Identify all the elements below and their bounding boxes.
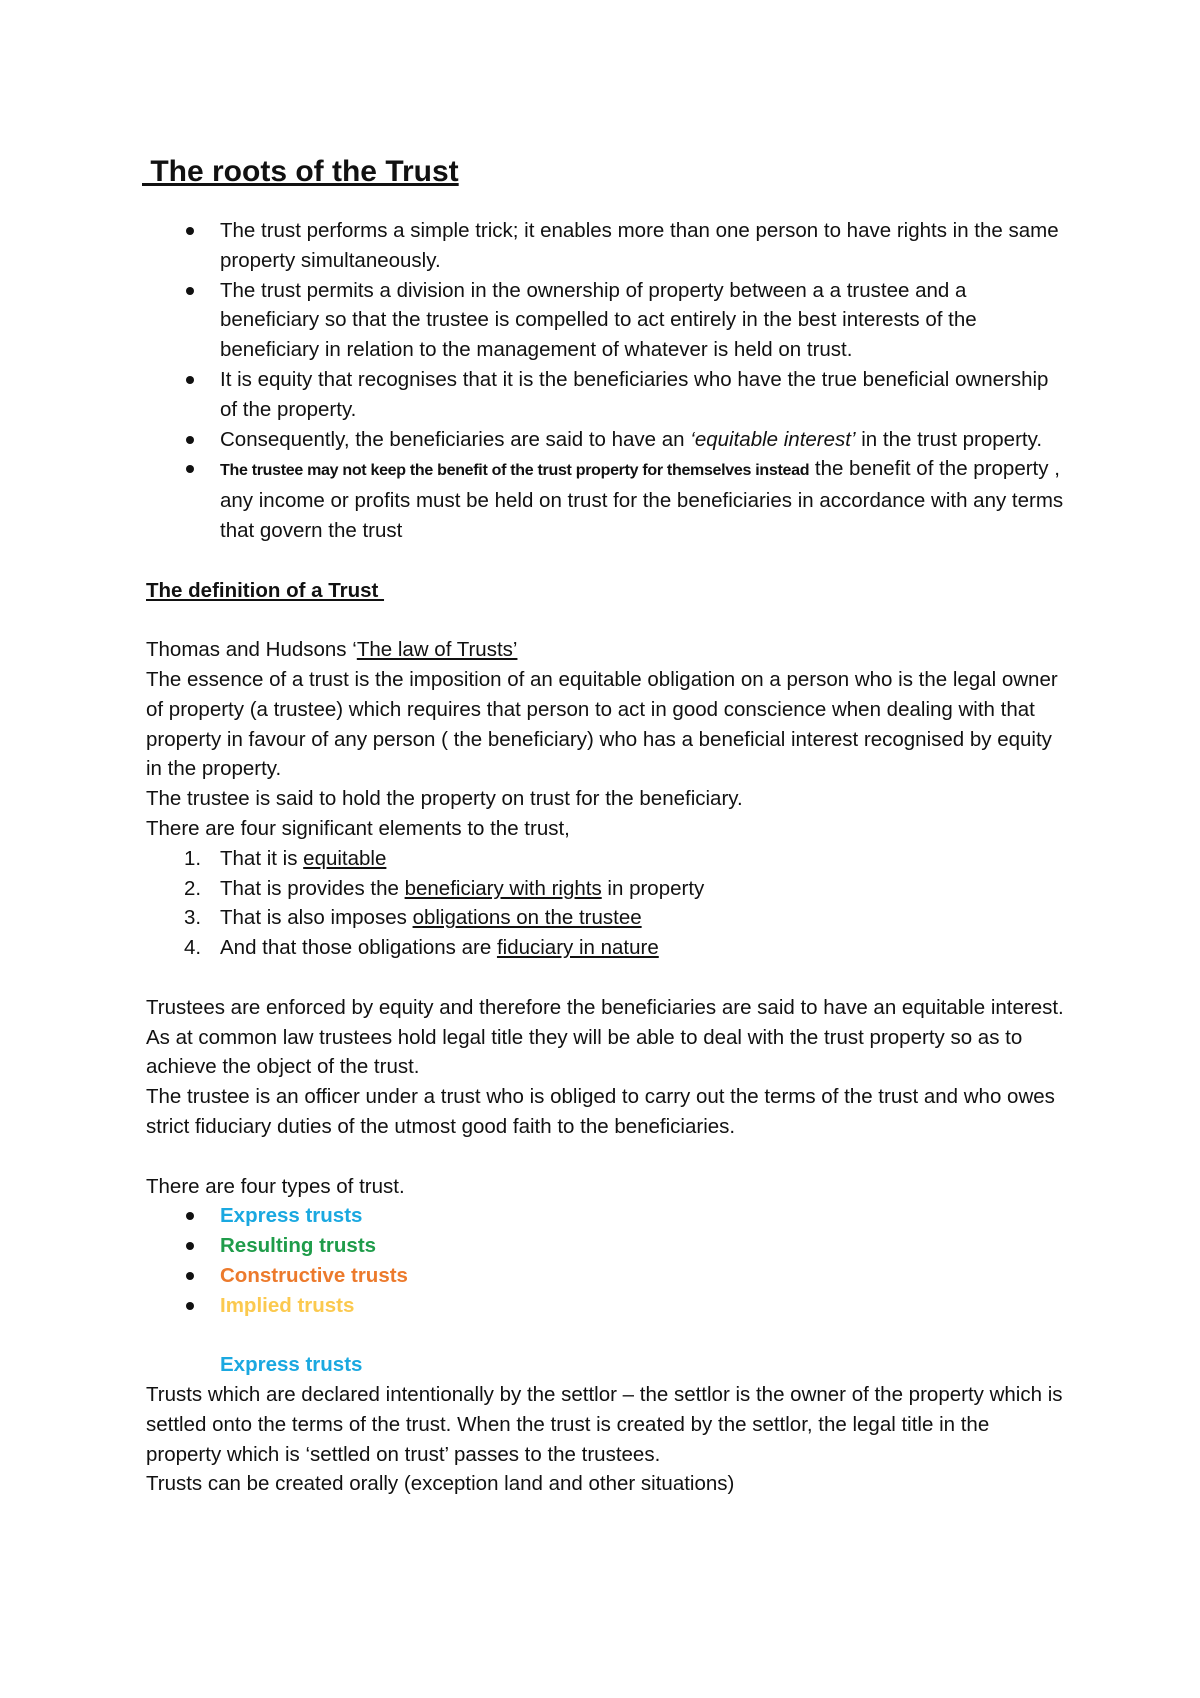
list-item-text: the benefit of the property , any income or profits must be held on trust for the beneficiaries in accordance with any terms that govern the trust <box>220 457 1064 542</box>
list-number: 1. <box>184 846 202 870</box>
type-express: Express trusts <box>146 1201 1066 1231</box>
small-bold-text: The trustee may not keep the benefit of the trust property for themselves instead <box>220 462 810 480</box>
trust-types-list <box>146 1201 1066 1320</box>
trustee-hold-text: The trustee is said to hold the property on trust for the beneficiary. <box>146 787 743 811</box>
definition-heading: The definition of a Trust <box>146 578 385 602</box>
express-oral-text: Trusts can be created orally (exception land and other situations) <box>146 1472 735 1496</box>
list-item-text: That is provides the <box>220 876 405 900</box>
source-title: The law of Trusts’ <box>356 638 518 662</box>
type-resulting: Resulting trusts <box>146 1231 1066 1261</box>
type-constructive: Constructive trusts <box>146 1261 1066 1291</box>
list-number: 2. <box>184 876 202 900</box>
list-item <box>146 425 1066 455</box>
elements-intro: There are four significant elements to the trust, <box>146 816 570 840</box>
list-number: 3. <box>184 906 202 930</box>
express-paragraph: Trusts which are declared intentionally by the settlor – the settlor is the owner of the property which is settled onto the terms of the trust. When the trust is created by the settlor, the legal title in the property which is ‘settled on trust’ passes to the trustees. <box>146 1383 1063 1466</box>
underlined-term: equitable <box>303 846 387 870</box>
list-item <box>146 844 1200 874</box>
underlined-term: obligations on the trustee <box>412 906 642 930</box>
list-item-text: That is also imposes <box>220 906 413 930</box>
list-item: It is equity that recognises that it is the beneficiaries who have the true beneficial ownership of the property. <box>146 365 1066 425</box>
list-item <box>146 903 1200 933</box>
list-item-text: That it is <box>220 846 304 870</box>
list-item-text: in the trust property. <box>855 427 1043 451</box>
list-item-text: Consequently, the beneficiaries are said to have an <box>220 427 691 451</box>
enforced-paragraph: Trustees are enforced by equity and therefore the beneficiaries are said to have an equitable interest. As at common law trustees hold legal title they will be able to deal with the trust property so as to achieve the object of the trust. <box>146 995 1064 1079</box>
list-item <box>146 874 1200 904</box>
source-citation <box>146 635 1066 665</box>
list-item <box>146 933 1200 963</box>
definition-paragraph: The essence of a trust is the imposition of an equitable obligation on a person who is the legal owner of property (a trustee) which requires that person to act in good conscience when dealing with that property in favour of any person ( the beneficiary) who has a beneficial interest recognised by equity in the property. <box>146 667 1058 781</box>
source-prefix: Thomas and Hudsons ‘ <box>146 638 357 662</box>
list-item: The trust permits a division in the ownership of property between a a trustee and a beneficiary so that the trustee is compelled to act entirely in the best interests of the beneficiary in relation to the management of whatever is held on trust. <box>146 276 1066 365</box>
list-item-text: in property <box>601 876 705 900</box>
list-item: The trust performs a simple trick; it enables more than one person to have rights in the same property simultaneously. <box>146 216 1066 276</box>
list-number: 4. <box>184 936 202 960</box>
list-item-text: And that those obligations are <box>220 936 497 960</box>
type-implied: Implied trusts <box>146 1291 1066 1321</box>
officer-paragraph: The trustee is an officer under a trust who is obliged to carry out the terms of the trust and who owes strict fiduciary duties of the utmost good faith to the beneficiaries. <box>146 1085 1055 1138</box>
elements-list <box>146 844 1200 963</box>
page-title: The roots of the Trust <box>142 155 459 188</box>
roots-bullet-list <box>146 216 1066 546</box>
underlined-term: beneficiary with rights <box>404 876 602 900</box>
list-item <box>146 454 1066 545</box>
express-trusts-heading: Express trusts <box>220 1353 363 1377</box>
types-intro: There are four types of trust. <box>146 1174 405 1198</box>
equitable-interest-term: ‘equitable interest’ <box>690 427 856 451</box>
underlined-term: fiduciary in nature <box>496 936 659 960</box>
